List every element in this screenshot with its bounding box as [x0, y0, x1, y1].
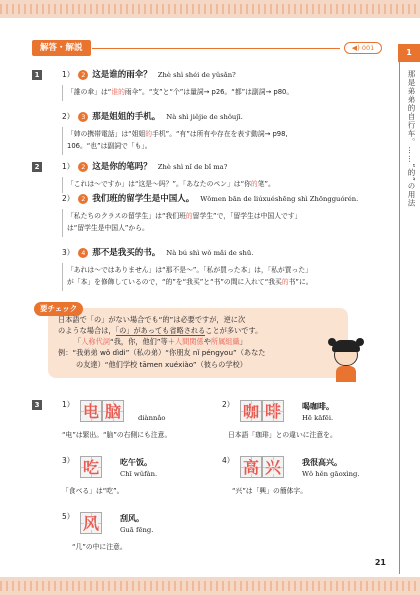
answer-sentence: 这是你的笔吗？: [92, 162, 152, 172]
check-callout: [40, 304, 348, 378]
char-box: 高: [240, 456, 262, 478]
answer-sentence: 那是姐姐的手机。: [92, 112, 161, 122]
answer-pinyin: Zhè shì nǐ de bǐ ma?: [157, 163, 228, 171]
answer-pinyin: Nà bú shì wǒ mǎi de shū.: [166, 249, 254, 257]
item-label: 1）: [62, 162, 75, 171]
chapter-tab: 1: [398, 44, 420, 62]
header-rule: [92, 48, 340, 49]
answer-item: [62, 194, 382, 237]
bottom-decorative-border: [0, 577, 420, 595]
item-label: 3）: [62, 248, 75, 257]
question-2: [32, 162, 382, 302]
char-box: 兴: [262, 456, 284, 478]
answer-sentence: 那不是我买的书。: [92, 248, 161, 258]
question-number: 3: [32, 400, 42, 410]
char-item: 2） 咖 啡 喝咖啡。 Hē kāfēi. 日本語「珈琲」との違いに注意を。: [222, 400, 337, 439]
explanation: 「あれは～ではありません」は“那不是～”。「私が買った本」は，「私が買った」 が「本」を修飾しているので，“的”を“我买”と“书”の間に入れて“我买的书”に。: [62, 263, 382, 290]
callout-tag: 要チェック: [34, 302, 83, 316]
char-box: 电: [80, 400, 102, 422]
char-box: 吃: [80, 456, 102, 478]
answer-choice: 2: [78, 70, 88, 80]
char-item: 1） 电 脑 diànnǎo “电”は繁出。“脑”の右側にも注意。: [62, 400, 172, 439]
side-rule: [399, 44, 400, 574]
question-number: 1: [32, 70, 42, 80]
char-box: 风: [80, 512, 102, 534]
audio-track-button[interactable]: [344, 42, 382, 54]
question-1: [32, 70, 382, 150]
char-item: 3） 吃 吃午饭。 Chī wǔfàn. 「食べる」は“吃”。: [62, 456, 158, 495]
answer-item: [62, 112, 382, 155]
page-number: 21: [374, 558, 386, 568]
answer-choice: 3: [78, 112, 88, 122]
char-box: 啡: [262, 400, 284, 422]
speaker-icon: ◀): [351, 44, 360, 52]
answer-pinyin: Wǒmen bān de liúxuéshēng shì Zhōngguórén.: [200, 195, 359, 203]
explanation: 「これは～ですか」は“这是～吗？”。「あなたのペン」は“你的笔”。: [62, 177, 382, 193]
char-item: 5） 风 刮风。 Guā fēng. “几”の中に注意。: [62, 512, 154, 551]
answer-item: [62, 162, 382, 193]
chapter-title-vertical: 那是弟弟的自行车。……“的”の用法: [407, 70, 416, 208]
question-number: 2: [32, 162, 42, 172]
explanation: 「姉の携帯電話」は“姐姐的手机”。“有”は所有や存在を表す動詞→ p98, 106。“也”は副詞で「も」。: [62, 127, 382, 154]
answer-item: [62, 248, 382, 291]
explanation: 「誰の傘」は“谁的雨伞”。“支”と“个”は量詞→ p26。“都”は副詞→ p80。: [62, 85, 382, 101]
audio-track-number: 001: [361, 44, 375, 52]
top-decorative-border: [0, 0, 420, 18]
section-header: [32, 40, 382, 56]
answer-sentence: 这是谁的雨伞？: [92, 70, 152, 80]
girl-illustration: [326, 336, 366, 382]
item-label: 2）: [62, 112, 75, 121]
answer-sentence: 我们班的留学生是中国人。: [92, 194, 195, 204]
answer-choice: 2: [78, 162, 88, 172]
char-item: 4） 高 兴 我很高兴。 Wǒ hěn gāoxìng. “兴”は「興」の簡体字。: [222, 456, 360, 495]
item-label: 2）: [62, 194, 75, 203]
answer-choice: 4: [78, 248, 88, 258]
callout-text: 日本語で「の」がない場合でも“的”は必要ですが，逆に次 のような場合は，「の」があっても省略されることが多いです。 「人称代詞“我，你，他们”等＋人間関係や所属組織」 例：“我弟弟 wǒ dìdi”（私の弟）“你朋友 nǐ péngyou”（あなた の友達）“他们学校 tāmen xuéxiào”（彼らの学校）: [58, 315, 266, 369]
char-box: 脑: [102, 400, 124, 422]
answer-pinyin: Nà shì jiějie de shǒujī.: [166, 113, 243, 121]
answer-item: [62, 70, 382, 101]
section-title: 解答・解説: [32, 40, 91, 56]
answer-pinyin: Zhè shì shéi de yǔsǎn?: [157, 71, 236, 79]
char-box: 咖: [240, 400, 262, 422]
explanation: 「私たちのクラスの留学生」は“我们班的留学生”で，「留学生は中国人です」 は“留学生是中国人”から。: [62, 209, 382, 236]
item-label: 1）: [62, 70, 75, 79]
answer-choice: 2: [78, 194, 88, 204]
